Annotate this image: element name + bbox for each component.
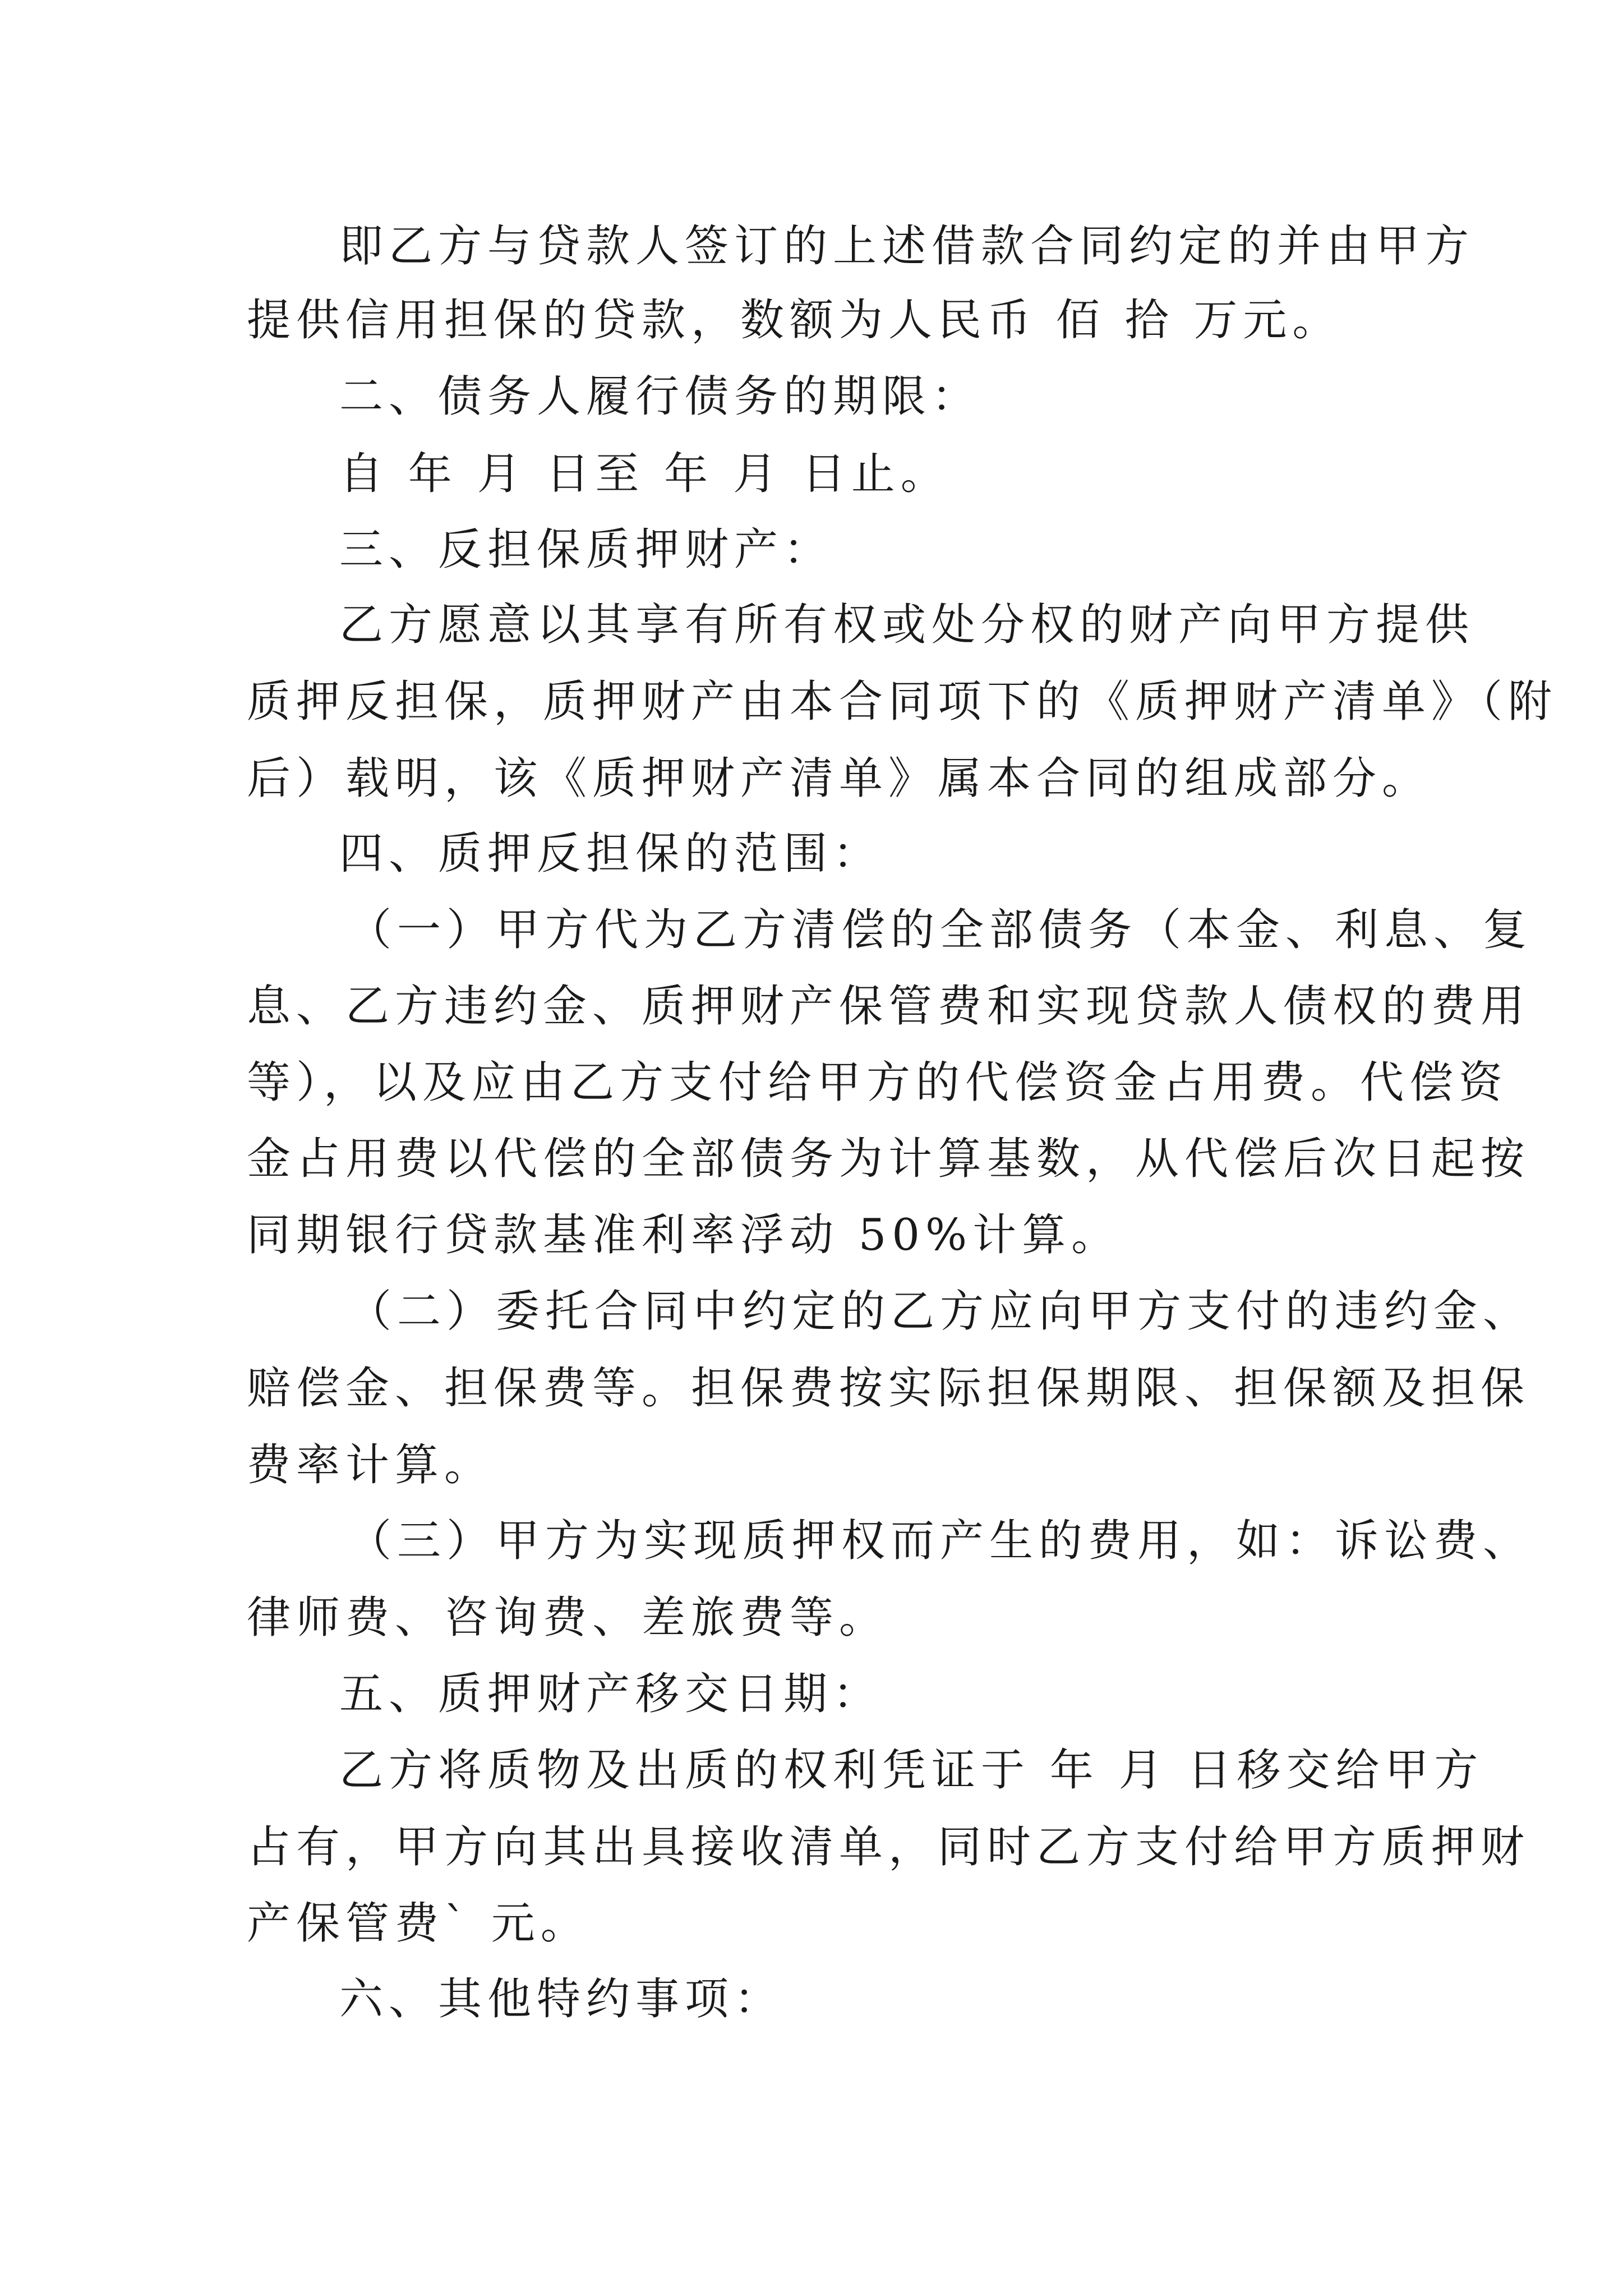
text-line-21: 乙方将质物及出质的权利凭证于 年 月 日移交给甲方 [339,1745,1484,1796]
heading-5-transfer-date: 五、质押财产移交日期： [339,1669,883,1719]
heading-2-debt-term: 二、债务人履行债务的期限： [339,371,981,422]
heading-6-special-terms: 六、其他特约事项： [339,1974,784,2024]
text-line-11: 息、乙方违约金、质押财产保管费和实现贷款人债权的费用 [247,981,1530,1032]
text-line-8: 后）载明，该《质押财产清单》属本合同的组成部分。 [247,753,1432,804]
text-line-22: 占有，甲方向其出具接收清单，同时乙方支付给甲方质押财 [247,1822,1530,1872]
text-line-7: 质押反担保，质押财产由本合同项下的《质押财产清单》（附 [247,677,1558,727]
text-line-15: （二）委托合同中约定的乙方应向甲方支付的违约金、 [348,1286,1533,1337]
text-line-10: （一）甲方代为乙方清偿的全部债务（本金、利息、复 [348,905,1533,955]
text-line-17: 费率计算。 [247,1440,494,1490]
text-line-23: 产保管费` 元。 [247,1898,590,1949]
heading-4-guarantee-scope: 四、质押反担保的范围： [339,829,883,879]
text-line-term-dates: 自 年 月 日至 年 月 日止。 [339,449,950,499]
text-line-14: 同期银行贷款基准利率浮动 50%计算。 [247,1210,1121,1260]
text-line-6: 乙方愿意以其享有所有权或处分权的财产向甲方提供 [339,600,1475,650]
text-line-13: 金占用费以代偿的全部债务为计算基数，从代偿后次日起按 [247,1134,1530,1184]
text-line-1: 即乙方与贷款人签订的上述借款合同约定的并由甲方 [339,221,1475,272]
text-line-19: 律师费、咨询费、差旅费等。 [247,1593,889,1643]
text-line-18: （三）甲方为实现质押权而产生的费用，如：诉讼费、 [348,1516,1533,1566]
text-line-12: 等），以及应由乙方支付给甲方的代偿资金占用费。代偿资 [247,1057,1509,1108]
text-line-16: 赔偿金、担保费等。担保费按实际担保期限、担保额及担保 [247,1363,1530,1414]
text-line-2: 提供信用担保的贷款，数额为人民币 佰 拾 万元。 [247,295,1342,346]
heading-3-pledged-property: 三、反担保质押财产： [339,524,833,575]
